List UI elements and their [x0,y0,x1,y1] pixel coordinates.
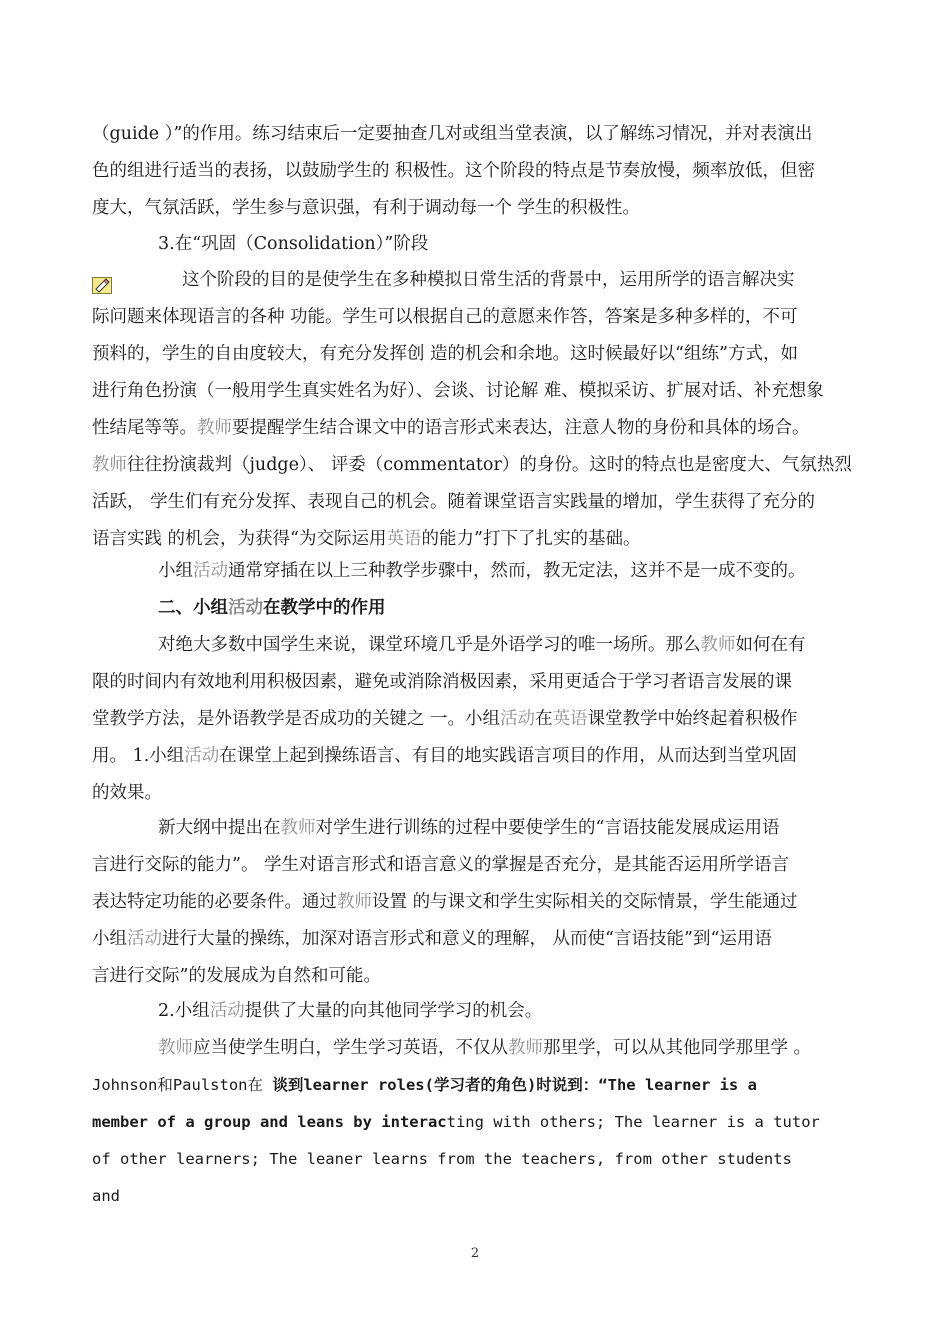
text-run: 进行大量的操练，加深对语言形式和意义的理解， 从而使“言语技能”到“运用语 [162,929,772,949]
text-line: 限的时间内有效地利用积极因素，避免或消除消极因素，采用更适合于学习者语言发展的课 [92,672,792,692]
text-line [92,738,860,775]
text-run: 2.小组 [158,1001,210,1021]
highlighted-term: 教师 [700,635,736,655]
text-line [92,884,860,921]
text-line: 度大，气氛活跃，学生参与意识强，有利于调动每一个 学生的积极性。 [92,198,641,218]
highlighted-term: 教师 [280,818,316,838]
text-line: 活跃， 学生们有充分发挥、表现自己的机会。随着课堂语言实践量的增加，学生获得了充分的 [92,492,816,512]
text-line [92,590,860,627]
highlighted-term: 教师 [158,1038,193,1058]
text-run: 新大纲中提出在 [158,818,281,838]
text-run: 往往扮演裁判（judge）、 评委（commentator）的身份。这时的特点也是密度大、气氛热烈 [127,455,852,475]
text-run: Johnson和Paulston在 [92,1076,273,1094]
highlighted-term: 活动 [193,561,228,581]
highlighted-term: 活动 [500,709,536,729]
text-run: 对学生进行训练的过程中要使学生的“言语技能发展成运用语 [315,818,780,838]
text-line [92,447,860,484]
text-run: 语言实践 的机会，为获得“为交际运用 [92,529,387,549]
highlighted-term: 教师 [508,1038,543,1058]
text-line: 际问题来体现语言的各种 功能。学生可以根据自己的意愿来作答，答案是多种多样的，不可 [92,307,798,327]
text-run: 表达特定功能的必要条件。通过 [92,892,337,912]
text-run: 二、小组 [158,598,228,618]
text-line [92,410,860,447]
text-line: of other learners; The leaner learns from the teachers, from other students [92,1150,792,1168]
text-run: 小组 [158,561,193,581]
text-run: 性结尾等等。 [92,418,197,438]
text-line: 言进行交际的能力”。 学生对语言形式和语言意义的掌握是否充分，是其能否运用所学语言 [92,855,790,875]
text-run: 在 [535,709,553,729]
text-line: and [92,1187,120,1205]
text-run: 课堂教学中始终起着积极作 [587,709,798,729]
text-run: 设置 的与课文和学生实际相关的交际情景，学生能通过 [372,892,798,912]
bold-text-run: member of a group and leans by interac [92,1113,447,1131]
paragraph-3 [92,553,860,590]
text-line [92,1067,860,1104]
highlighted-term: 活动 [209,1001,245,1021]
highlighted-term: 活动 [228,598,263,618]
text-run: 那里学，可以从其他同学那里学 。 [543,1038,812,1058]
text-line [92,627,860,664]
page-number: 2 [470,1246,480,1261]
section-heading-consolidation [92,226,860,263]
paragraph-6 [92,1030,860,1215]
text-run: 如何在有 [735,635,806,655]
highlighted-term: 教师 [92,455,127,475]
text-run: 在教学中的作用 [263,598,386,618]
text-line [92,701,860,738]
text-line: 3.在“巩固（Consolidation）”阶段 [158,234,429,254]
paragraph-1 [92,116,860,227]
highlighted-term: 教师 [197,418,232,438]
highlighted-term: 英语 [552,709,588,729]
highlighted-term: 教师 [337,892,372,912]
text-run: 用。 1.小组 [92,746,185,766]
text-line: 这个阶段的目的是使学生在多种模拟日常生活的背景中，运用所学的语言解决实 [182,270,795,290]
text-line: 色的组进行适当的表扬，以鼓励学生的 积极性。这个阶段的特点是节奏放慢，频率放低，但密 [92,161,816,181]
text-line [92,993,860,1030]
text-run: 提供了大量的向其他同学学习的机会。 [244,1001,543,1021]
text-line [92,921,860,958]
text-line: 的效果。 [92,783,162,803]
text-line: （guide ）”的作用。练习结束后一定要抽查几对或组当堂表演，以了解练习情况，并对表演出 [92,124,813,144]
section-heading-learning-opportunity [92,993,860,1030]
text-run: 小组 [92,929,127,949]
paragraph-2 [92,262,860,558]
text-run: 的能力”打下了扎实的基础。 [421,529,641,549]
text-line [92,553,860,590]
text-run: 通常穿插在以上三种教学步骤中，然而，教无定法，这并不是一成不变的。 [228,561,806,581]
text-run: 在课堂上起到操练语言、有目的地实践语言项目的作用，从而达到当堂巩固 [219,746,797,766]
text-line [92,1104,860,1141]
text-run: 对绝大多数中国学生来说，课堂环境几乎是外语学习的唯一场所。那么 [158,635,701,655]
highlighted-term: 英语 [386,529,422,549]
paragraph-4 [92,627,860,812]
section-heading-role [92,590,860,627]
text-run: 堂教学方法，是外语教学是否成功的关键之 一。小组 [92,709,501,729]
text-line: 预料的，学生的自由度较大，有充分发挥创 造的机会和余地。这时候最好以“组练”方式，如 [92,344,798,364]
paragraph-5 [92,810,860,995]
text-line [92,1030,860,1067]
highlighted-term: 活动 [127,929,162,949]
text-line: 言进行交际”的发展成为自然和可能。 [92,966,381,986]
text-line [92,810,860,847]
text-run: 应当使学生明白，学生学习英语，不仅从 [193,1038,508,1058]
bold-text-run: 谈到learner roles(学习者的角色)时说到：“The learner is a [272,1076,757,1094]
text-line: 进行角色扮演（一般用学生真实姓名为好）、会谈、讨论解 难、模拟采访、扩展对话、补充想象 [92,381,824,401]
highlighted-term: 活动 [184,746,220,766]
text-run: ting with others; The learner is a tutor [446,1113,820,1131]
text-run: 要提醒学生结合课文中的语言形式来表达，注意人物的身份和具体的场合。 [232,418,810,438]
